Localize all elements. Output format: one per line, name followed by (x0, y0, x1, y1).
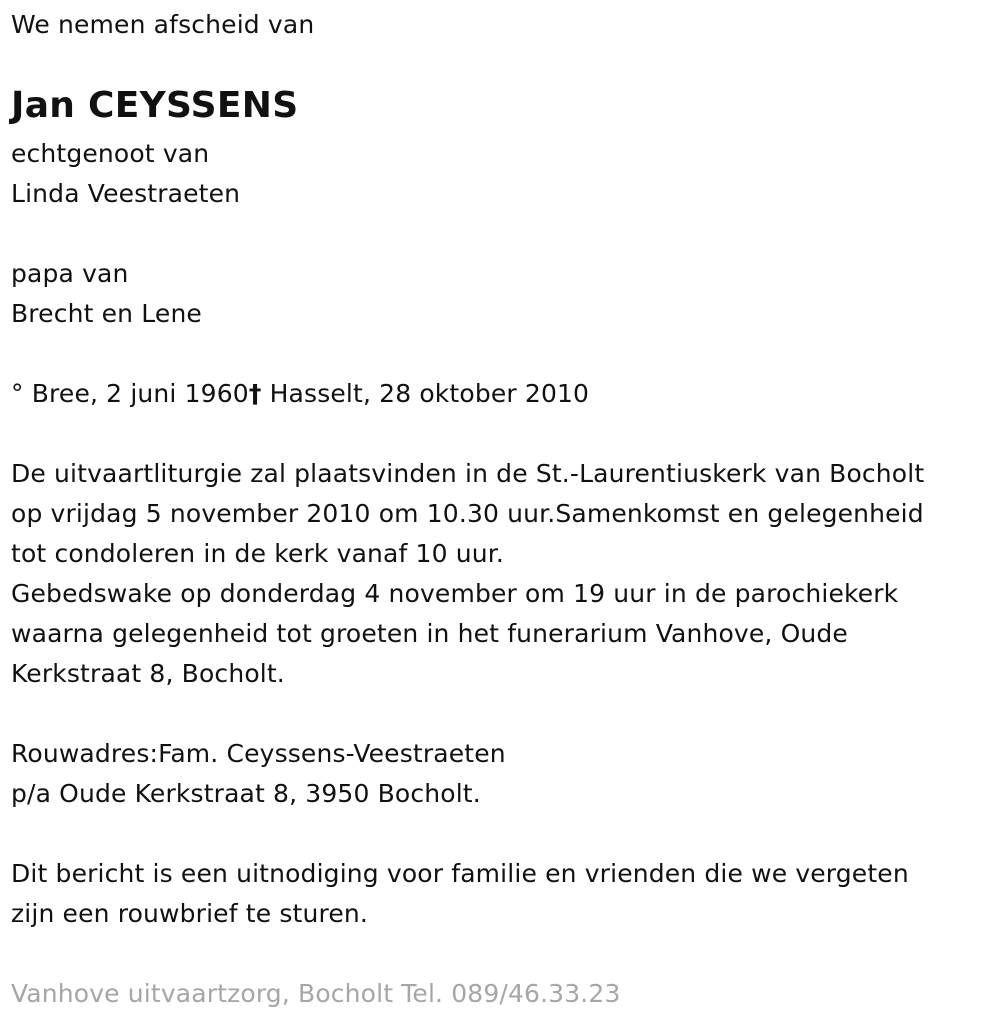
address-line: p/a Oude Kerkstraat 8, 3950 Bocholt. (11, 779, 481, 808)
children-names: Brecht en Lene (11, 299, 202, 328)
deceased-name: Jan CEYSSENS (11, 85, 299, 126)
spouse-relation: echtgenoot van (11, 139, 210, 168)
address-line: Rouwadres:Fam. Ceyssens-Veestraeten (11, 739, 506, 768)
funeral-line: op vrijdag 5 november 2010 om 10.30 uur.Samenkomst en gelegenheid (11, 499, 924, 528)
cross-icon: † (248, 379, 262, 408)
death-info: Hasselt, 28 oktober 2010 (261, 379, 590, 408)
funeral-line: Gebedswake op donderdag 4 november om 19 uur in de parochiekerk (11, 579, 899, 608)
footer-text: Vanhove uitvaartzorg, Bocholt Tel. 089/46.33.23 (11, 979, 621, 1008)
funeral-line: Kerkstraat 8, Bocholt. (11, 659, 285, 688)
closing-line: Dit bericht is een uitnodiging voor familie en vrienden die we vergeten (11, 859, 909, 888)
funeral-line: De uitvaartliturgie zal plaatsvinden in de St.-Laurentiuskerk van Bocholt (11, 459, 925, 488)
children-relation: papa van (11, 259, 129, 288)
funeral-line: waarna gelegenheid tot groeten in het funerarium Vanhove, Oude (11, 619, 848, 648)
closing-line: zijn een rouwbrief te sturen. (11, 899, 368, 928)
spouse-name: Linda Veestraeten (11, 179, 241, 208)
life-dates (11, 374, 589, 414)
birth-info: ° Bree, 2 juni 1960 (11, 379, 249, 408)
funeral-line: tot condoleren in de kerk vanaf 10 uur. (11, 539, 504, 568)
intro-text: We nemen afscheid van (11, 10, 315, 39)
